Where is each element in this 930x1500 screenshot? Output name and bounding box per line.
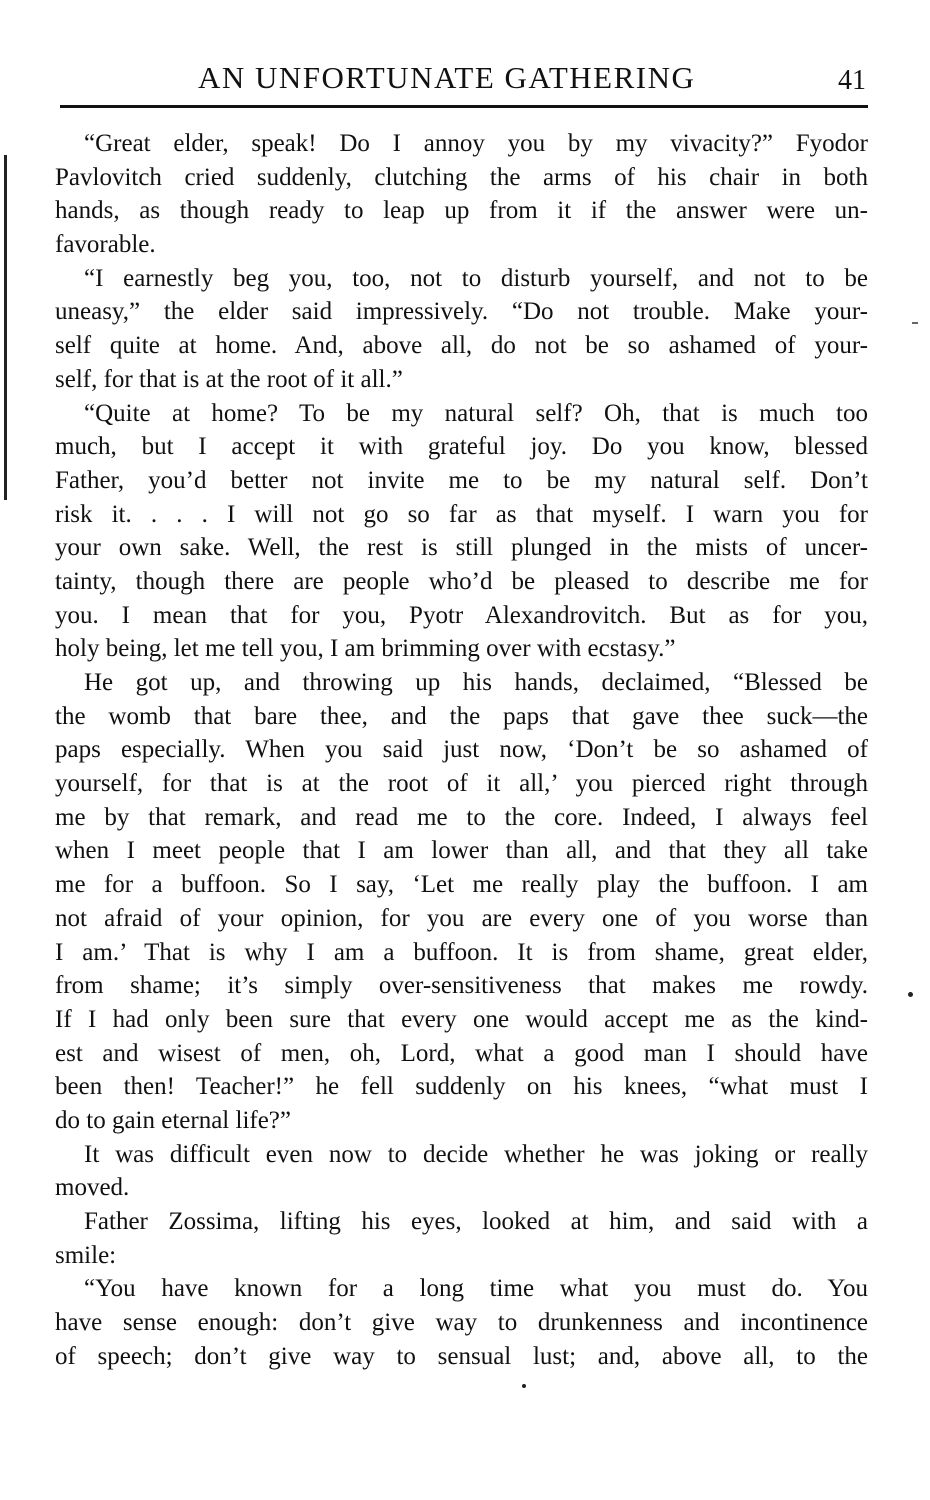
header-rule (60, 105, 868, 108)
text-line: holy being, let me tell you, I am brimming over with ecstasy.” (55, 635, 676, 663)
text-line: not afraid of your opinion, for you are every one of you worse than (55, 904, 868, 932)
scan-speck (908, 992, 913, 997)
text-line: I am.’ That is why I am a buffoon. It is from shame, great elder, (55, 938, 868, 966)
text-line: It was difficult even now to decide whether he was joking or really (84, 1140, 868, 1168)
text-line: me by that remark, and read me to the core. Indeed, I always feel (55, 803, 868, 831)
body-text (55, 127, 868, 1373)
scan-speck (912, 322, 918, 324)
text-line: when I meet people that I am lower than all, and that they all take (55, 837, 868, 865)
text-line: smile: (55, 1241, 117, 1269)
text-line: tainty, though there are people who’d be pleased to describe me for (55, 567, 868, 595)
text-line: self quite at home. And, above all, do not be so ashamed of your- (55, 332, 868, 360)
text-line: Pavlovitch cried suddenly, clutching the arms of his chair in both (55, 163, 868, 191)
running-head (60, 58, 868, 98)
text-line: He got up, and throwing up his hands, declaimed, “Blessed be (84, 669, 868, 696)
text-line: from shame; it’s simply over-sensitiveness that makes me rowdy. (55, 972, 868, 1000)
text-line: Father, you’d better not invite me to be my natural self. Don’t (55, 466, 868, 494)
text-line: much, but I accept it with grateful joy. Do you know, blessed (55, 433, 868, 461)
text-line: paps especially. When you said just now, ‘Don’t be so ashamed of (55, 736, 868, 764)
text-line: you. I mean that for you, Pyotr Alexandrovitch. But as for you, (55, 601, 868, 629)
scan-speck (522, 1384, 526, 1388)
text-line: est and wisest of men, oh, Lord, what a good man I should have (55, 1039, 868, 1067)
text-line: risk it. . . . I will not go so far as that myself. I warn you for (55, 500, 868, 528)
page-number: 41 (838, 65, 866, 96)
text-line: do to gain eternal life?” (55, 1106, 291, 1134)
text-line: been then! Teacher!” he fell suddenly on his knees, “what must I (55, 1073, 868, 1101)
scan-margin-mark (4, 155, 7, 500)
text-line: have sense enough: don’t give way to drunkenness and incontinence (55, 1309, 868, 1337)
text-line: of speech; don’t give way to sensual lust; and, above all, to the (55, 1342, 868, 1370)
text-line: your own sake. Well, the rest is still plunged in the mists of uncer- (55, 534, 868, 562)
text-line: “Great elder, speak! Do I annoy you by my vivacity?” Fyodor (84, 130, 868, 157)
text-line: me for a buffoon. So I say, ‘Let me really play the buffoon. I am (55, 871, 868, 899)
text-line: “I earnestly beg you, too, not to disturb yourself, and not to be (84, 264, 868, 292)
text-line: favorable. (55, 231, 156, 259)
text-line: hands, as though ready to leap up from it if the answer were un- (55, 197, 868, 225)
text-line: self, for that is at the root of it all.” (55, 365, 403, 393)
text-line: uneasy,” the elder said impressively. “Do not trouble. Make your- (55, 298, 868, 326)
text-line: moved. (55, 1174, 130, 1202)
chapter-title: AN UNFORTUNATE GATHERING (198, 60, 696, 95)
text-line: If I had only been sure that every one would accept me as the kind- (55, 1005, 868, 1033)
text-line: Father Zossima, lifting his eyes, looked at him, and said with a (84, 1208, 868, 1235)
text-line: “You have known for a long time what you must do. You (84, 1275, 868, 1303)
text-line: yourself, for that is at the root of it all,’ you pierced right through (55, 770, 868, 798)
text-line: “Quite at home? To be my natural self? Oh, that is much too (84, 399, 868, 427)
text-line: the womb that bare thee, and the paps that gave thee suck—the (55, 702, 868, 730)
